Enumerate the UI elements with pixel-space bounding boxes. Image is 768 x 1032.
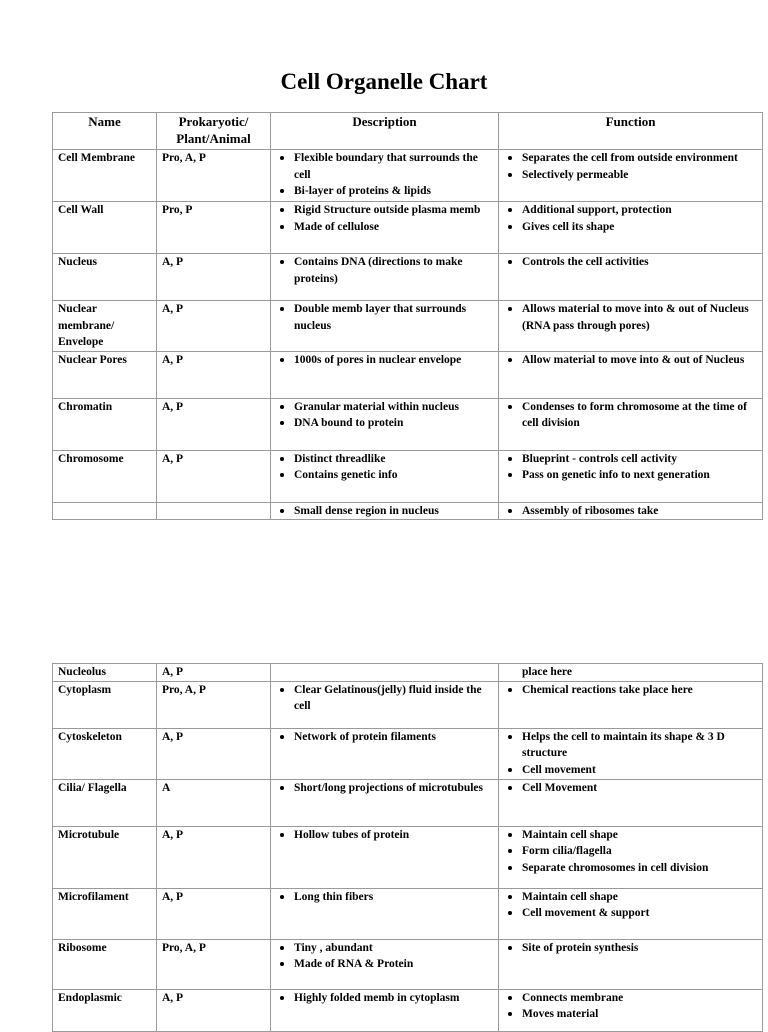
description-cell xyxy=(271,502,499,520)
function-item: Separate chromosomes in cell division xyxy=(522,860,757,877)
organism-type-cell: A, P xyxy=(157,351,271,398)
description-item: 1000s of pores in nuclear envelope xyxy=(294,352,493,369)
function-list xyxy=(504,399,757,432)
organism-type-cell: A, P xyxy=(157,664,271,682)
function-list xyxy=(504,827,757,877)
description-cell xyxy=(271,681,499,728)
organism-type-cell: Pro, A, P xyxy=(157,939,271,989)
function-list xyxy=(504,150,757,183)
function-item: Controls the cell activities xyxy=(522,254,757,271)
header-description: Description xyxy=(271,113,499,150)
function-list xyxy=(504,729,757,779)
function-cell xyxy=(499,254,763,301)
description-cell xyxy=(271,939,499,989)
function-item: Chemical reactions take place here xyxy=(522,682,757,699)
table-row xyxy=(53,989,763,1031)
function-item: Assembly of ribosomes take xyxy=(522,503,757,520)
header-type: Prokaryotic/ Plant/Animal xyxy=(157,113,271,150)
function-cell xyxy=(499,502,763,520)
function-list xyxy=(504,202,757,235)
function-list xyxy=(504,940,757,957)
function-list xyxy=(504,352,757,369)
table-row xyxy=(53,301,763,352)
description-list xyxy=(276,827,493,844)
function-item: Selectively permeable xyxy=(522,167,757,184)
table-row xyxy=(53,826,763,888)
organism-type-cell: Pro, A, P xyxy=(157,150,271,202)
description-item: Hollow tubes of protein xyxy=(294,827,493,844)
description-cell xyxy=(271,664,499,682)
description-list xyxy=(276,202,493,235)
table-row xyxy=(53,939,763,989)
function-item: Cell Movement xyxy=(522,780,757,797)
page-title: Cell Organelle Chart xyxy=(280,69,488,94)
function-cell xyxy=(499,888,763,939)
function-item: Allow material to move into & out of Nucleus xyxy=(522,352,757,369)
organism-type-cell: Pro, A, P xyxy=(157,681,271,728)
organism-type-cell: A, P xyxy=(157,989,271,1031)
description-list xyxy=(276,940,493,973)
description-item: Bi-layer of proteins & lipids xyxy=(294,183,493,200)
description-item: Flexible boundary that surrounds the cell xyxy=(294,150,493,183)
organism-type-cell: A, P xyxy=(157,398,271,450)
function-cell xyxy=(499,989,763,1031)
function-item: Separates the cell from outside environment xyxy=(522,150,757,167)
table-row xyxy=(53,398,763,450)
table-row xyxy=(53,888,763,939)
organelle-name-cell: Nuclear membrane/ Envelope xyxy=(53,301,157,352)
function-item: Cell movement xyxy=(522,762,757,779)
description-list xyxy=(276,352,493,369)
description-list xyxy=(276,301,493,334)
description-item: Long thin fibers xyxy=(294,889,493,906)
description-list xyxy=(276,780,493,797)
description-item: Distinct threadlike xyxy=(294,451,493,468)
function-cell xyxy=(499,681,763,728)
function-item: Site of protein synthesis xyxy=(522,940,757,957)
function-item: Condenses to form chromosome at the time of cell division xyxy=(522,399,757,432)
organism-type-cell: A, P xyxy=(157,728,271,779)
description-cell xyxy=(271,398,499,450)
table-row xyxy=(53,779,763,826)
description-cell xyxy=(271,826,499,888)
function-list xyxy=(504,503,757,520)
description-list xyxy=(276,399,493,432)
organelle-name-cell: Cell Wall xyxy=(53,202,157,254)
organelle-name-cell: Nucleus xyxy=(53,254,157,301)
organism-type-cell: A, P xyxy=(157,301,271,352)
function-item: Cell movement & support xyxy=(522,905,757,922)
organelle-table-page2 xyxy=(52,663,763,1032)
table-row xyxy=(53,150,763,202)
description-item: DNA bound to protein xyxy=(294,415,493,432)
function-cell xyxy=(499,351,763,398)
description-list xyxy=(276,503,493,520)
function-list xyxy=(504,889,757,922)
description-cell xyxy=(271,888,499,939)
function-item: Maintain cell shape xyxy=(522,889,757,906)
description-item: Contains DNA (directions to make proteins) xyxy=(294,254,493,287)
description-list xyxy=(276,682,493,715)
function-list xyxy=(504,682,757,699)
organism-type-cell: A, P xyxy=(157,888,271,939)
function-item: Additional support, protection xyxy=(522,202,757,219)
organelle-name-cell: Chromatin xyxy=(53,398,157,450)
description-cell xyxy=(271,450,499,502)
function-cell xyxy=(499,826,763,888)
organelle-name-cell: Nucleolus xyxy=(53,664,157,682)
description-cell xyxy=(271,301,499,352)
function-cell xyxy=(499,779,763,826)
function-item: Maintain cell shape xyxy=(522,827,757,844)
table-row xyxy=(53,450,763,502)
description-item: Double memb layer that surrounds nucleus xyxy=(294,301,493,334)
function-cell xyxy=(499,202,763,254)
organism-type-cell: A, P xyxy=(157,450,271,502)
description-item: Contains genetic info xyxy=(294,467,493,484)
table-row xyxy=(53,502,763,520)
organelle-name-cell: Microfilament xyxy=(53,888,157,939)
organelle-name-cell: Ribosome xyxy=(53,939,157,989)
description-item: Small dense region in nucleus xyxy=(294,503,493,520)
function-text: place here xyxy=(522,666,572,678)
table-row xyxy=(53,681,763,728)
table-row xyxy=(53,351,763,398)
organism-type-cell: A, P xyxy=(157,826,271,888)
description-list xyxy=(276,889,493,906)
function-list xyxy=(504,780,757,797)
description-list xyxy=(276,990,493,1007)
description-cell xyxy=(271,779,499,826)
function-item: Pass on genetic info to next generation xyxy=(522,467,757,484)
description-item: Rigid Structure outside plasma memb xyxy=(294,202,493,219)
description-item: Highly folded memb in cytoplasm xyxy=(294,990,493,1007)
function-item: Moves material xyxy=(522,1006,757,1023)
organelle-name-cell xyxy=(53,502,157,520)
function-cell xyxy=(499,664,763,682)
function-item: Blueprint - controls cell activity xyxy=(522,451,757,468)
organelle-name-cell: Cytoplasm xyxy=(53,681,157,728)
function-item: Gives cell its shape xyxy=(522,219,757,236)
description-list xyxy=(276,254,493,287)
description-cell xyxy=(271,989,499,1031)
description-item: Tiny , abundant xyxy=(294,940,493,957)
description-cell xyxy=(271,202,499,254)
organelle-name-cell: Cytoskeleton xyxy=(53,728,157,779)
table-row xyxy=(53,202,763,254)
function-item: Form cilia/flagella xyxy=(522,843,757,860)
description-cell xyxy=(271,150,499,202)
description-item: Network of protein filaments xyxy=(294,729,493,746)
description-list xyxy=(276,729,493,746)
function-cell xyxy=(499,939,763,989)
table-row xyxy=(53,254,763,301)
organelle-name-cell: Cell Membrane xyxy=(53,150,157,202)
description-list xyxy=(276,451,493,484)
table-row xyxy=(53,728,763,779)
function-cell xyxy=(499,728,763,779)
function-cell xyxy=(499,301,763,352)
organism-type-cell: A xyxy=(157,779,271,826)
function-cell xyxy=(499,150,763,202)
description-cell xyxy=(271,254,499,301)
description-item: Clear Gelatinous(jelly) fluid inside the cell xyxy=(294,682,493,715)
header-name: Name xyxy=(53,113,157,150)
description-item: Short/long projections of microtubules xyxy=(294,780,493,797)
function-cell xyxy=(499,450,763,502)
organelle-table-page1 xyxy=(52,112,763,520)
function-item: Helps the cell to maintain its shape & 3 D structure xyxy=(522,729,757,762)
description-cell xyxy=(271,351,499,398)
organism-type-cell: Pro, P xyxy=(157,202,271,254)
description-item: Made of cellulose xyxy=(294,219,493,236)
description-cell xyxy=(271,728,499,779)
table-row xyxy=(53,664,763,682)
function-item: Allows material to move into & out of Nucleus (RNA pass through pores) xyxy=(522,301,757,334)
organelle-name-cell: Cilia/ Flagella xyxy=(53,779,157,826)
function-item: Connects membrane xyxy=(522,990,757,1007)
description-list xyxy=(276,150,493,200)
function-list xyxy=(504,990,757,1023)
organelle-name-cell: Chromosome xyxy=(53,450,157,502)
organelle-name-cell: Endoplasmic xyxy=(53,989,157,1031)
function-list xyxy=(504,254,757,271)
description-item: Granular material within nucleus xyxy=(294,399,493,416)
organelle-name-cell: Nuclear Pores xyxy=(53,351,157,398)
function-cell xyxy=(499,398,763,450)
function-list xyxy=(504,301,757,334)
organism-type-cell xyxy=(157,502,271,520)
organelle-name-cell: Microtubule xyxy=(53,826,157,888)
description-item: Made of RNA & Protein xyxy=(294,956,493,973)
function-list xyxy=(504,451,757,484)
header-function: Function xyxy=(499,113,763,150)
organism-type-cell: A, P xyxy=(157,254,271,301)
